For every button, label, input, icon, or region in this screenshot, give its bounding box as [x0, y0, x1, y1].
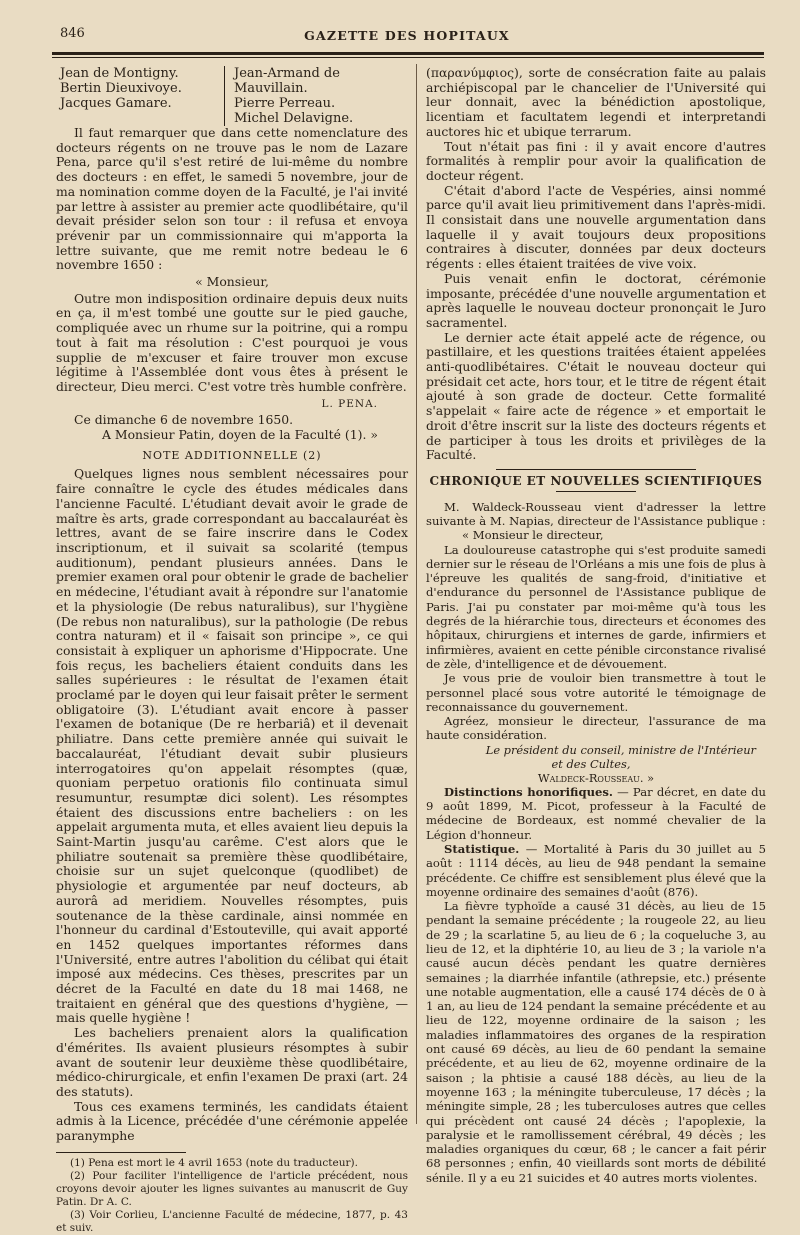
- paragraph: Puis venait enfin le doctorat, cérémonie imposante, précédée d'une nouvelle argumentation et après laquelle le nouveau docteur prononçait le Juro sacramentel.: [426, 270, 766, 330]
- section-title: CHRONIQUE ET NOUVELLES SCIENTIFIQUES: [429, 473, 763, 488]
- letter-body: La douloureuse catastrophe qui s'est produite samedi dernier sur le réseau de l'Orléans a mis une fois de plus à l'épreuve les qualités de sang-froid, d'initiative et d'endurance du personnel de l'Assistance publique de Paris. J'ai pu constater par moi-même qu'à tous les degrés de la hiérarchie tous, directeurs et économes des hôpitaux, chirurgiens et internes de garde, infirmiers et infirmières, avaient en cette pénible circonstance rivalisé de zèle, d'intelligence et de dévouement.: [426, 542, 766, 671]
- journal-title: GAZETTE DES HOPITAUX: [304, 28, 510, 43]
- section-underline: [556, 491, 636, 492]
- honors-lead: Distinctions honorifiques.: [444, 784, 613, 799]
- statistics-paragraph: [426, 842, 766, 899]
- left-column: [56, 66, 408, 1235]
- paragraph: Les bacheliers prenaient alors la qualification d'émérites. Ils avaient plusieurs résomptes à subir avant de soutenir leur deuxième thèse quodlibétaire, médico-chirurgicale, et enfin l'examen De praxi (art. 24 des statuts).: [56, 1025, 408, 1099]
- doctor-name: Bertin Dieuxivoye.: [60, 81, 182, 96]
- doctor-names-table: [56, 66, 408, 126]
- page-header: [52, 22, 762, 46]
- letter-body: Outre mon indisposition ordinaire depuis deux nuits en ça, il m'est tombé une goutte sur le pied gauche, compliquée avec un rhume sur la poitrine, qui a rompu tout à fait ma résolution : C'est pourquoi je vous supplie de m'excuser et faire trouver mon excuse légitime à l'Assemblée dont vous êtes à présent le directeur, Dieu merci. C'est votre très humble confrère.: [56, 290, 408, 394]
- signature-title: Le président du conseil, ministre de l'Intérieur: [485, 742, 756, 757]
- letter-addressee: A Monsieur Patin, doyen de la Faculté (1). »: [102, 427, 378, 443]
- doctor-name: Pierre Perreau.: [234, 96, 336, 111]
- doctor-name: Jean-Armand de Mauvillain.: [234, 66, 340, 96]
- letter-salutation: « Monsieur le directeur,: [462, 528, 604, 543]
- section-rule: [496, 469, 696, 470]
- honors-paragraph: [426, 785, 766, 842]
- paragraph: Tout n'était pas fini : il y avait encore d'autres formalités à remplir pour avoir la qualification de docteur régent.: [426, 138, 766, 183]
- signature-name: Waldeck-Rousseau. »: [537, 770, 655, 785]
- paragraph: La fièvre typhoïde a causé 31 décès, au lieu de 15 pendant la semaine précédente ; la rougeole 22, au lieu de 29 ; la scarlatine 5, au lieu de 6 ; la coqueluche 3, au lieu de 12, et la diphtérie 10, au lieu de 3 ; la variole n'a causé aucun décès pendant les quatre dernières semaines ; la diarrhée infantile (athrepsie, etc.) présente une notable augmentation, elle a causé 174 décès de 0 à 1 an, au lieu de 124 pendant la semaine précédente et au lieu de 122, moyenne ordinaire de la saison ; les maladies inflammatoires des organes de la respiration ont causé 69 décès, au lieu de 60 pendant la semaine précédente, et au lieu de 62, moyenne ordinaire de la saison ; la phtisie a causé 188 décès, au lieu de la moyenne 163 ; la méningite tuberculeuse, 17 décès ; la méningite simple, 28 ; les tuberculoses autres que celles qui précèdent ont causé 24 décès ; l'apoplexie, la paralysie et le ramollissement cérébral, 49 décès ; les maladies organiques du cœur, 68 ; le cancer a fait périr 68 personnes ; enfin, 40 vieillards sont morts de débilité sénile. Il y a eu 21 suicides et 40 autres morts violentes.: [426, 899, 766, 1185]
- header-rule-thick: [52, 52, 764, 55]
- signature-title-cont: et des Cultes,: [551, 756, 631, 771]
- header-rule-thin: [52, 57, 764, 58]
- letter-date: Ce dimanche 6 de novembre 1650.: [74, 412, 294, 428]
- letter-salutation: « Monsieur,: [195, 274, 269, 290]
- footnote: (3) Voir Corlieu, L'ancienne Faculté de médecine, 1877, p. 43 et suiv.: [56, 1208, 408, 1234]
- paragraph: M. Waldeck-Rousseau vient d'adresser la lettre suivante à M. Napias, directeur de l'Assistance publique :: [426, 499, 766, 528]
- paragraph: C'était d'abord l'acte de Vespéries, ainsi nommé parce qu'il avait lieu primitivement dans l'après-midi. Il consistait dans une nouvelle argumentation dans laquelle il y avait toujours deux propositions contraires à discuter, données par deux docteurs régents : elles étaient traitées de vive voix.: [426, 182, 766, 272]
- footnote-rule: [56, 1152, 186, 1153]
- statistics-text: — Mortalité à Paris du 30 juillet au 5 août : 1114 décès, au lieu de 948 pendant la semaine précédente. Ce chiffre est sensiblement plus élevé que la moyenne ordinaire des semaines d'août (876).: [426, 841, 766, 899]
- statistics-lead: Statistique.: [444, 841, 520, 856]
- doctor-name: Michel Delavigne.: [234, 111, 354, 126]
- names-column-2: [224, 66, 408, 126]
- letter-body: Agréez, monsieur le directeur, l'assurance de ma haute considération.: [426, 714, 766, 743]
- paragraph: Il faut remarquer que dans cette nomenclature des docteurs régents on ne trouve pas le nom de Lazare Pena, parce qu'il s'est retiré de lui-même du nombre des docteurs : en effet, le samedi 5 novembre, jour de ma nomination comme doyen de la Faculté, je l'ai invité par lettre à assister au premier acte quodlibétaire, qu'il devait présider selon son tour : il refusa et envoya prévenir par un commissionnaire qui m'apporta la lettre suivante, que me remit notre bedeau le 6 novembre 1650 :: [56, 125, 408, 273]
- chronicle-body: [426, 500, 766, 1185]
- page-number: 846: [60, 26, 85, 41]
- footnote: (2) Pour faciliter l'intelligence de l'article précédent, nous croyons devoir ajouter les lignes suivantes au manuscrit de Guy Patin. Dr A. C.: [56, 1169, 408, 1208]
- note-title: NOTE ADDITIONNELLE (2): [142, 448, 322, 462]
- doctor-name: Jean de Montigny.: [60, 66, 179, 81]
- paragraph: (παρανύμφιος), sorte de consécration faite au palais archiépiscopal par le chancelier de l'Université qui leur donnait, avec la bénédiction apostolique, licentiam et facultatem legendi et interpretandi auctores hic et ubique terrarum.: [426, 65, 766, 139]
- footnote: (1) Pena est mort le 4 avril 1653 (note du traducteur).: [70, 1156, 358, 1169]
- honors-text: — Par décret, en date du 9 août 1899, M. Picot, professeur à la Faculté de médecine de Bordeaux, est nommé chevalier de la Légion d'honneur.: [426, 784, 766, 842]
- doctor-name: Jacques Gamare.: [60, 96, 172, 111]
- letter-body: Je vous prie de vouloir bien transmettre à tout le personnel placé sous votre autorité le témoignage de reconnaissance du gouvernement.: [426, 671, 766, 714]
- paragraph: Le dernier acte était appelé acte de régence, ou pastillaire, et les questions traitées étaient appelées anti-quodlibétaires. C'était le nouveau docteur qui présidait cet acte, hors tour, et le titre de régent était ajouté à son grade de docteur. Cette formalité s'appelait « faire acte de régence » et emportait le droit d'être inscrit sur la liste des docteurs régents et de participer à tous les droits et privilèges de la Faculté.: [426, 329, 766, 463]
- column-divider: [416, 64, 417, 1124]
- names-column-1: [56, 66, 224, 126]
- paragraph: Tous ces examens terminés, les candidats étaient admis à la Licence, précédée d'une cérémonie appelée paranymphe: [56, 1098, 408, 1144]
- paragraph: Quelques lignes nous semblent nécessaires pour faire connaître le cycle des études médicales dans l'ancienne Faculté. L'étudiant devait avoir le grade de maître ès arts, grade correspondant au baccalauréat ès lettres, avant de se faire inscrire dans le Codex inscriptionum, et il suivait sa scolarité (tempus auditionum), pendant plusieurs années. Dans le premier examen oral pour obtenir le grade de bachelier en médecine, l'étudiant avait à répondre sur l'anatomie et la physiologie (De rebus naturalibus), sur l'hygiène (De rebus non naturalibus), sur la pathologie (De rebus contra naturam) et il « faisait son principe », ce qui consistait à expliquer un aphorisme d'Hippocrate. Une fois reçus, les bacheliers étaient conduits dans les salles supérieures : le résultat de l'examen était proclamé par le doyen qui leur faisait prêter le serment obligatoire (3). L'étudiant avait encore à passer l'examen de botanique (De re herbariâ) et il devenait philiatre. Dans cette première année qui suivait le baccalauréat, l'étudiant devait subir plusieurs interrogatoires qu'on appelait résomptes (quæ, quoniam perpetuo orationis filo continuata simul resumuntur, resumptæ dici solent). Les résomptes étaient des discussions entre bacheliers : on les appelait argumenta muta, et elles avaient lieu depuis la Saint-Martin jusqu'au carême. C'est alors que le philiatre soutenait sa première thèse quodlibétaire, choisie sur un sujet quelconque (quodlibet) de physiologie et argumentée par neuf docteurs, ab aurorâ ad meridiem. Nouvelles résomptes, puis soutenance de la thèse cardinale, ainsi nommée en l'honneur du cardinal d'Estouteville, qui avait apporté en 1452 quelques importantes réformes dans l'Université, entre autres l'abolition du célibat qui était imposé aux médecins. Ces thèses, prescrites par un décret de la Faculté en date du 18 mai 1468, ne traitaient en général que des questions d'hygiène, — mais quelle hygiène !: [56, 466, 408, 1026]
- right-column: [426, 66, 766, 1185]
- letter-signature: L. PENA.: [321, 397, 378, 410]
